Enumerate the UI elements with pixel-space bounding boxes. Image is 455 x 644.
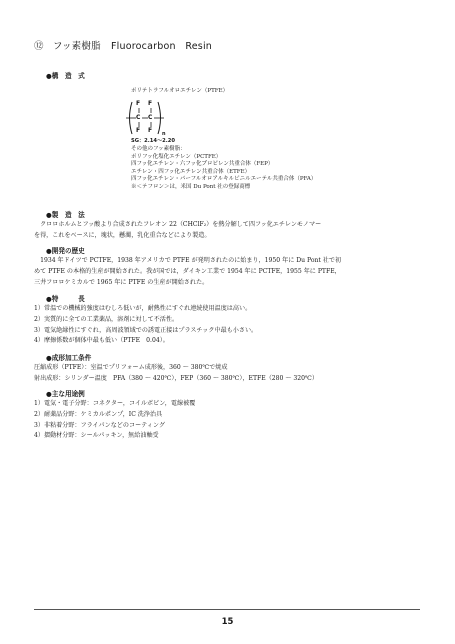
history-line: 1934 年ドイツで PCTFE，1938 年アメリカで PTFE が発明されたのに始まり，1950 年に Du Pont 社で初 <box>34 257 342 264</box>
other-resin-line: 四フッ化エチレン・パーフルオロアルキルビニルエーテル共重合体（PFA） <box>131 176 317 183</box>
formula-atom: F <box>148 127 153 134</box>
section-title <box>34 38 212 52</box>
structure-heading: ●構 造 式 <box>46 72 85 80</box>
list-item: 3）非粘着分野：フライパンなどのコーティング <box>34 421 165 429</box>
list-item: 2）耐薬品分野：ケミカルポンプ，IC 洗浄治具 <box>34 410 163 418</box>
list-item: 2）実質的に全ての工業薬品，溶剤に対して不活性。 <box>34 315 179 323</box>
history-heading: ●開発の歴史 <box>46 247 85 255</box>
features-list <box>34 304 257 347</box>
production-text <box>34 220 321 242</box>
list-item: 1）常温での機械的強度はむしろ低いが，耐熱性にすぐれ連続使用温度は高い。 <box>34 305 252 312</box>
other-fluororesins <box>131 146 316 192</box>
section-title-en: Fluorocarbon Resin <box>111 41 213 52</box>
formula-lines <box>124 98 184 138</box>
history-text <box>34 256 341 288</box>
other-resin-line: ポリフッ化塩化エチレン（PCTFE） <box>131 153 222 160</box>
section-title-ja: フッ素樹脂 <box>52 41 101 52</box>
processing-line: 圧縮成形（PTFE）：室温でプリフォーム成形後，360 ～ 380℃で焼成 <box>34 364 228 371</box>
list-item: 1）電気・電子分野：コネクター，コイルボビン，電線被覆 <box>34 400 196 407</box>
formula-subscript: n <box>162 131 166 137</box>
list-item: 3）電気絶縁性にすぐれ，高周波領域での誘電正接はプラスチック中最も小さい。 <box>34 326 258 334</box>
production-heading: ●製 造 法 <box>46 211 85 219</box>
uses-heading: ●主な用途例 <box>46 390 85 398</box>
other-resin-line: エチレン・四フッ化エチレン共重合体（ETFE） <box>131 168 251 175</box>
production-line: を得，これをベースに，塊状，懸濁，乳化重合などにより製造。 <box>34 231 211 239</box>
list-item: 4）摩擦係数が個体中最も低い（PTFE 0.04）。 <box>34 337 169 345</box>
section-number: ⑫ <box>34 41 44 52</box>
formula-atom: F <box>136 127 141 134</box>
formula-atom: F <box>148 100 153 107</box>
history-line: 三井フロロケミカルで 1965 年に PTFE の生産が開始された。 <box>34 278 209 286</box>
list-item: 4）摺動材分野：シールパッキン，無給油軸受 <box>34 432 159 440</box>
trademark-note: ※＜テフロン＞は，米国 Du Pont 社の登録商標 <box>131 183 251 190</box>
footer-divider <box>34 609 420 610</box>
processing-line: 射出成形：シリンダー温度 PFA（380 ～ 420℃），FEP（360 ～ 380℃），ETFE（280 ～ 320℃） <box>34 374 318 382</box>
processing-heading: ●成形加工条件 <box>46 354 92 362</box>
features-heading: ●特 長 <box>46 295 85 303</box>
specific-gravity: SG：2.14～2.20 <box>131 138 175 144</box>
formula-atom: C <box>136 114 141 121</box>
other-resin-line: 四フッ化エチレン・六フッ化プロピレン共重合体（FEP） <box>131 161 274 168</box>
formula-atom: F <box>136 100 141 107</box>
uses-list <box>34 399 195 442</box>
history-line: めて PTFE の本格的生産が開始された。我が国では，ダイキン工業で 1954 年に PCTFE，1955 年に PTFE， <box>34 267 341 275</box>
formula-name: ポリテトラフルオロエチレン（PTFE） <box>131 88 229 94</box>
formula-atom: C <box>148 114 153 121</box>
production-line: クロロホルムとフッ酸より合成されたフレオン 22（CHClF₂）を熱分解して四フッ化エチレンモノマー <box>34 221 322 228</box>
page-number: 15 <box>221 617 234 627</box>
other-resin-line: その他のフッ素樹脂： <box>131 146 186 152</box>
processing-text <box>34 363 318 385</box>
